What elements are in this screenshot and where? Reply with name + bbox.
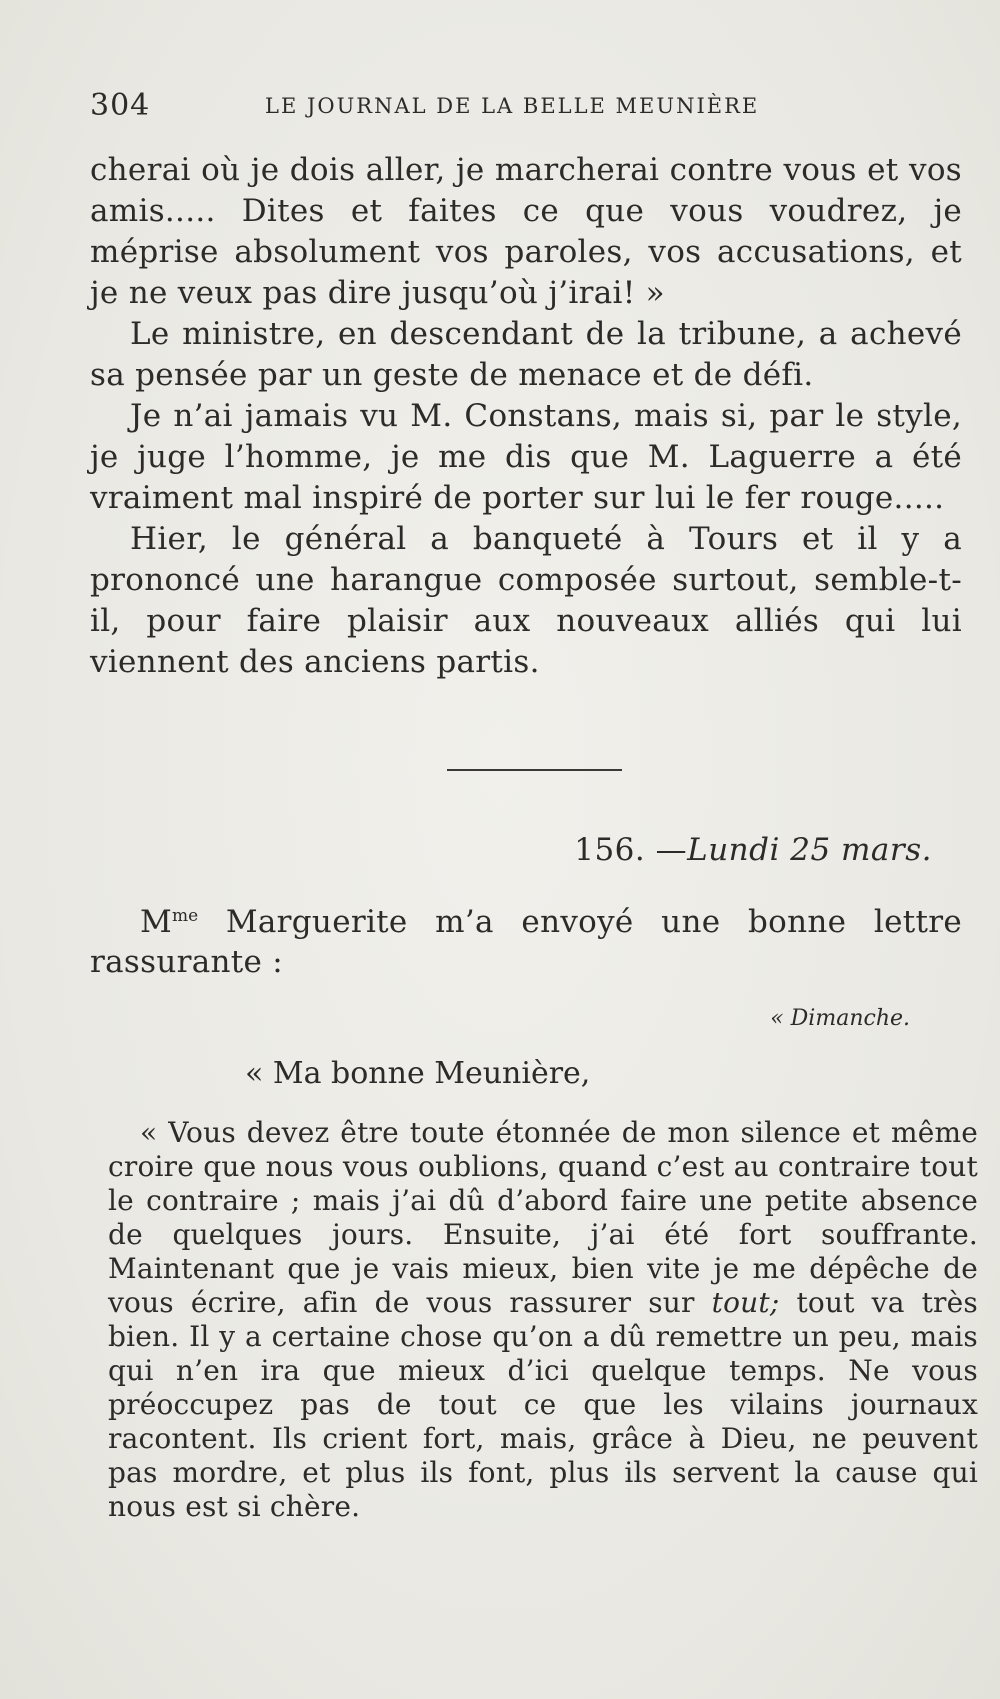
paragraph-continuation: cherai où je dois aller, je marcherai contre vous et vos amis..... Dites et faites ce que vous voudrez, je méprise absolument vos paroles, vos accusations, et je ne veux pas dire jusqu’où j’irai! »: [90, 152, 962, 311]
entry-heading: [574, 832, 932, 868]
body-text: [90, 150, 962, 683]
entry-date: Lundi 25 mars.: [687, 832, 932, 868]
intro-paragraph: [90, 896, 962, 982]
title-superscript: me: [172, 906, 199, 926]
section-divider: [447, 769, 622, 771]
running-head: [90, 88, 810, 128]
letter-text-part-2: tout va très bien. Il y a certaine chose qu’on a dû remettre un peu, mais qui n’en ira que mieux d’ici quelque temps. Ne vous préoccupez pas de tout ce que les vilains journaux racontent. Ils crient fort, mais, grâce à Dieu, ne peuvent pas mordre, et plus ils font, plus ils servent la cause qui nous est si chère.: [108, 1286, 978, 1523]
intro-text: Marguerite m’a envoyé une bonne lettre rassurante :: [90, 904, 962, 980]
letter-text-part-1: « Vous devez être toute étonnée de mon silence et même croire que nous vous oublions, quand c’est au contraire tout le contraire ; mais j’ai dû d’abord faire une petite absence de quelques jours. Ensuite, j’ai été fort souffrante. Maintenant que je vais mieux, bien vite je me dépêche de vous écrire, afin de vous rassurer sur: [108, 1116, 978, 1319]
letter-italic-word: tout;: [711, 1286, 780, 1319]
paragraph-general: Hier, le général a banqueté à Tours et il y a prononcé une harangue composée surtout, semble-t-il, pour faire plaisir aux nouveaux alliés qui lui viennent des anciens partis.: [90, 521, 962, 680]
paragraph-constans: Je n’ai jamais vu M. Constans, mais si, par le style, je juge l’homme, je me dis que M. Laguerre a été vraiment mal inspiré de porter sur lui le fer rouge.....: [90, 398, 962, 516]
page-number: 304: [90, 88, 151, 123]
letter-salutation: « Ma bonne Meunière,: [245, 1056, 591, 1091]
paragraph-minister: Le ministre, en descendant de la tribune, a achevé sa pensée par un geste de menace et de défi.: [90, 316, 962, 393]
letter-dateline: « Dimanche.: [770, 1006, 910, 1031]
letter-body: [108, 1116, 978, 1524]
running-head-title: LE JOURNAL DE LA BELLE MEUNIÈRE: [265, 94, 760, 118]
entry-number: 156. —: [574, 832, 688, 868]
title-main: M: [140, 904, 173, 940]
